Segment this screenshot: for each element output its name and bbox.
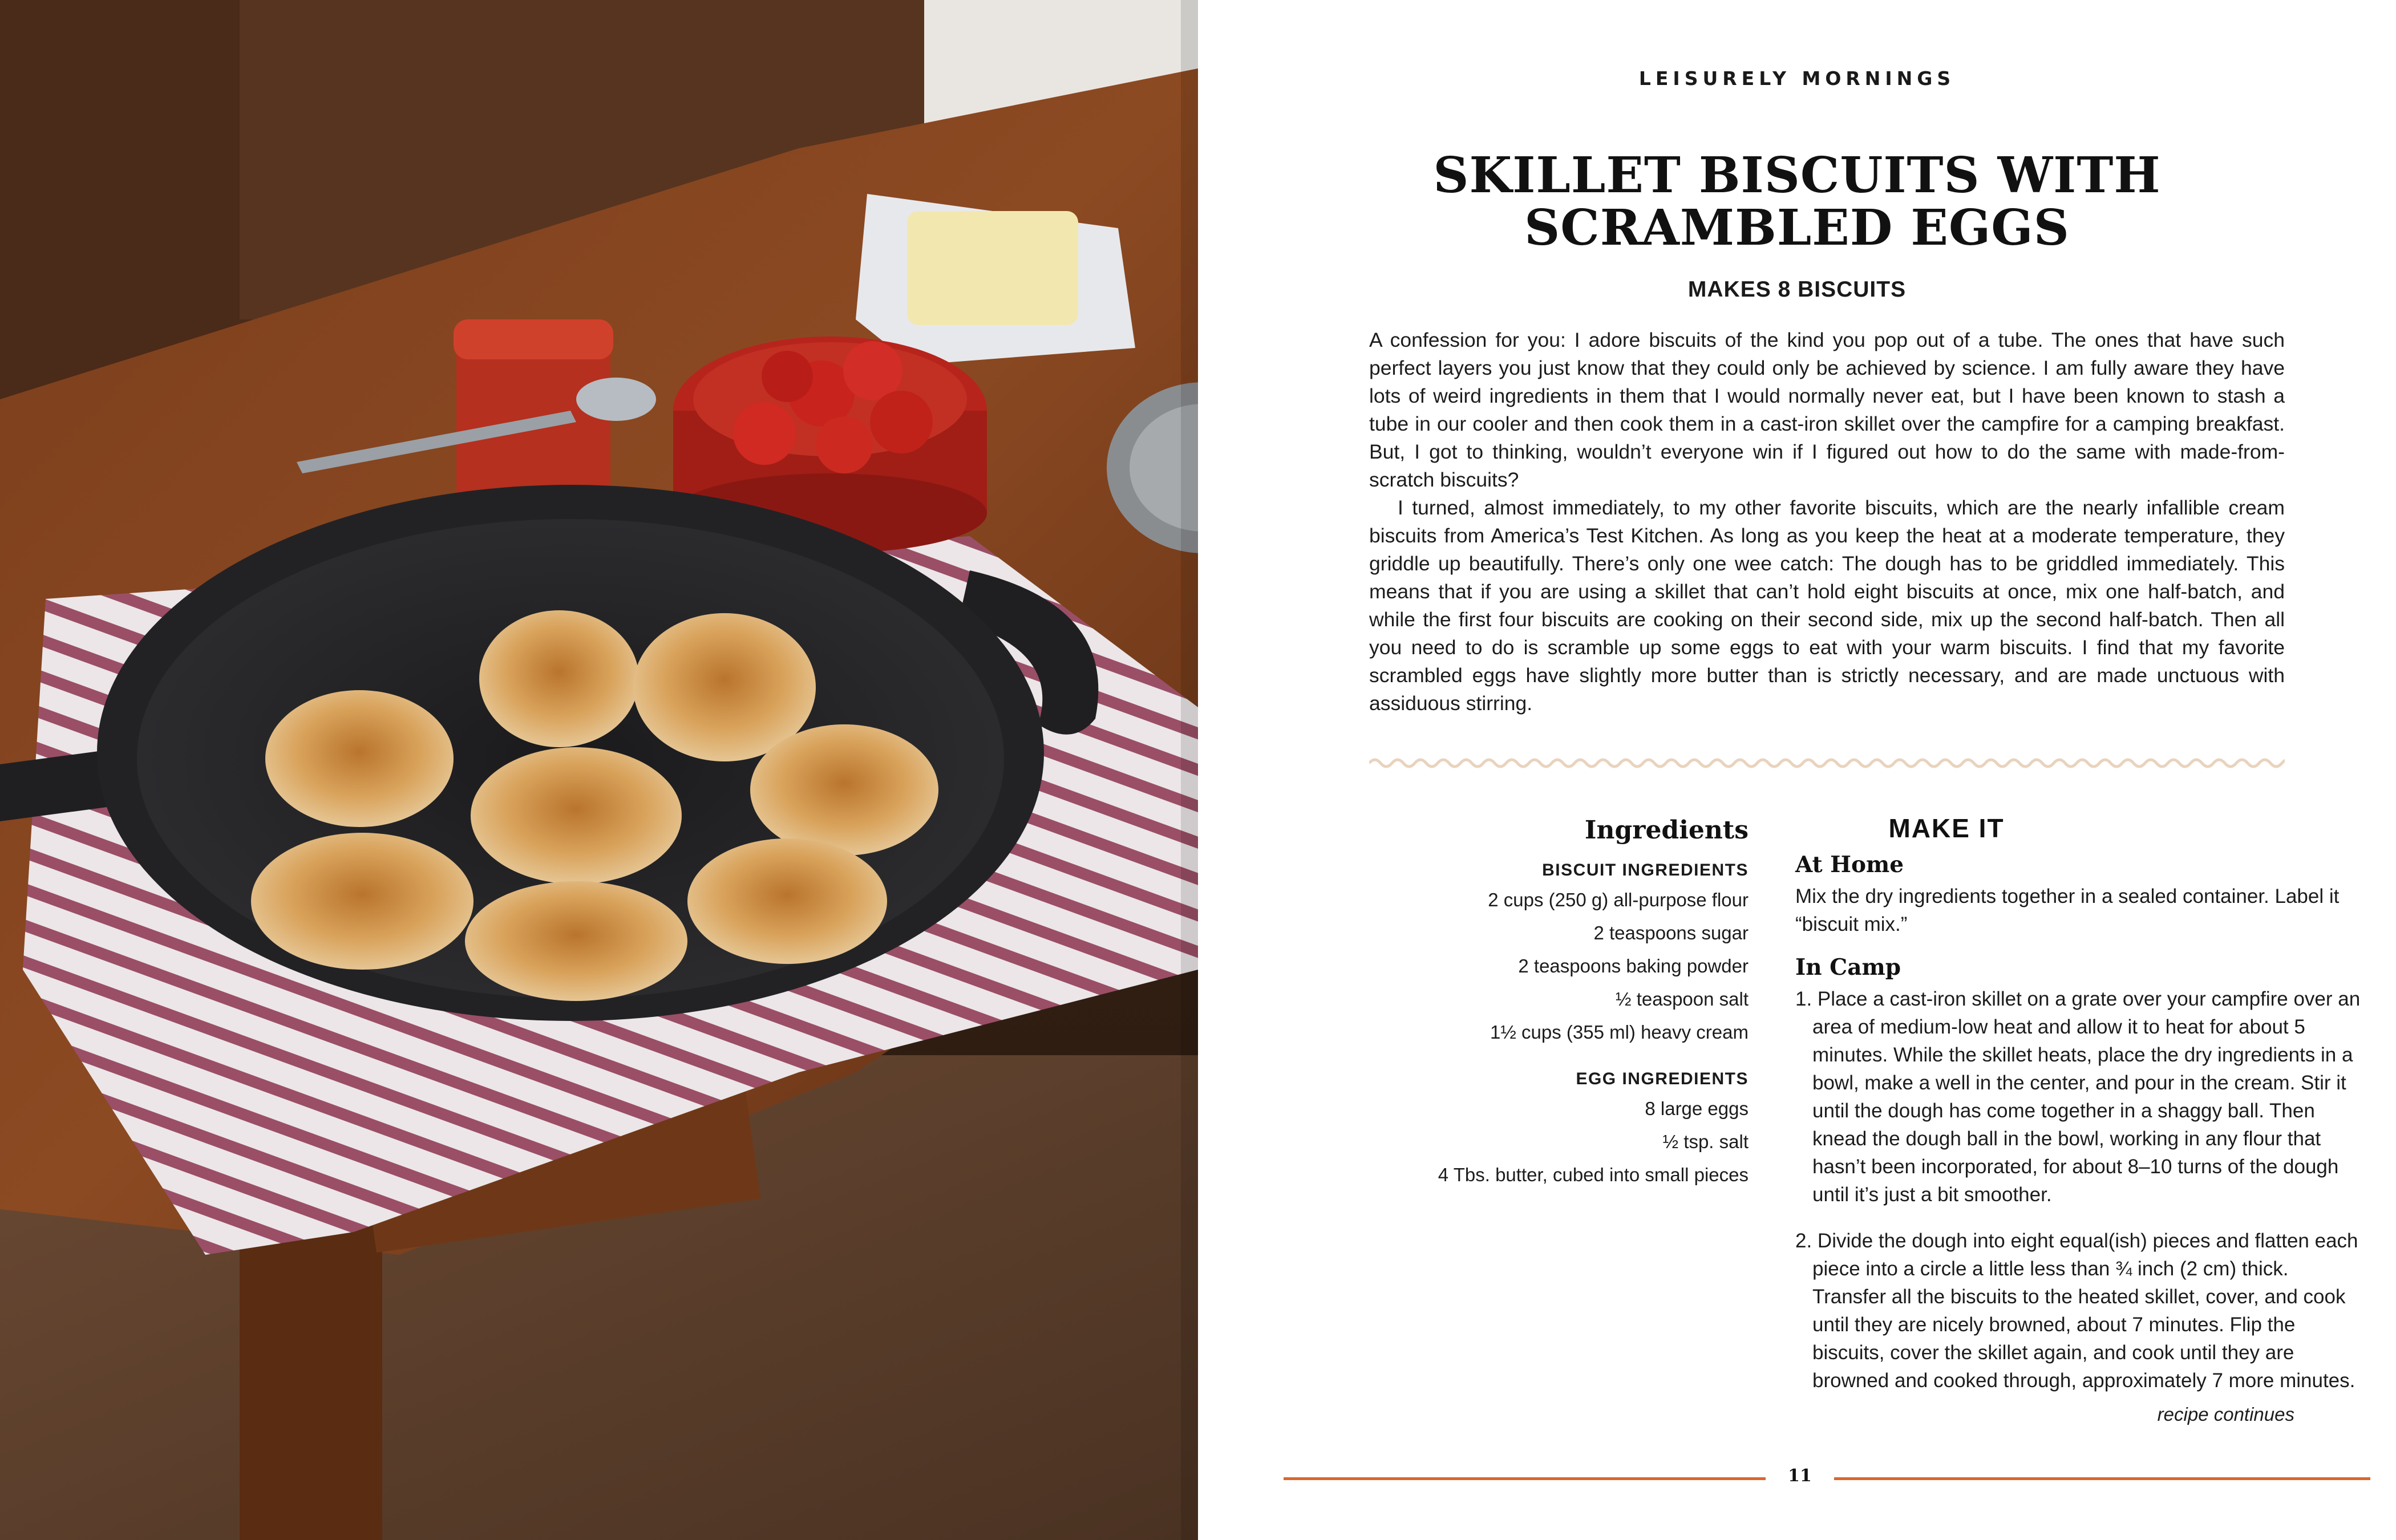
ingredient-item: ½ tsp. salt	[1662, 1131, 1749, 1152]
recipe-page	[1198, 0, 2396, 1540]
title-line-1: SKILLET BISCUITS WITH	[1433, 147, 2161, 204]
footer-rule-right	[1834, 1477, 2370, 1480]
intro-text	[1369, 326, 2285, 718]
recipe-yield: MAKES 8 BISCUITS	[1687, 277, 1907, 302]
method-step: 1. Place a cast-iron skillet on a grate over your campfire over an area of medium-low heat and allow it to heat for about 5 minutes. While the skillet heats, place the dry ingredients in a bowl, make a well in the center, and pour in the cream. Stir it until the dough has come together in a shaggy ball. Then knead the dough ball in the bowl, working in any flour that hasn’t been incorporated, for about 8–10 turns of the dough until it’s just a bit smoother.	[1795, 988, 2361, 1206]
ingredient-item: 4 Tbs. butter, cubed into small pieces	[1438, 1164, 1749, 1185]
method-column	[1795, 813, 2361, 1413]
title-line-2: SCRAMBLED EGGS	[1524, 199, 2070, 257]
wave-divider	[1369, 752, 2285, 775]
in-camp-heading: In Camp	[1795, 954, 1901, 980]
ingredient-item: 2 teaspoons sugar	[1593, 922, 1749, 943]
at-home-text: Mix the dry ingredients together in a sealed container. Label it “biscuit mix.”	[1795, 885, 2340, 935]
biscuit-ingredients-list	[1312, 884, 1749, 1049]
ingredients-heading: Ingredients	[1584, 816, 1749, 845]
footer-rule-left	[1284, 1477, 1766, 1480]
ingredient-item: 1½ cups (355 ml) heavy cream	[1490, 1022, 1749, 1043]
recipe-title	[1198, 147, 2396, 257]
egg-ingredients-list	[1312, 1092, 1749, 1192]
at-home-heading: At Home	[1795, 852, 1904, 878]
method-steps	[1795, 985, 2366, 1395]
page-number: 11	[1788, 1466, 1812, 1486]
method-step: 2. Divide the dough into eight equal(ish) pieces and flatten each piece into a circle a little less than ¾ inch (2 cm) thick. Transfer all the biscuits to the heated skillet, cover, and cook until they are nicely browned, about 7 minutes. Flip the biscuits, cover the skillet again, and cook until they are browned and cooked through, approximately 7 more minutes.	[1795, 1230, 2358, 1392]
ingredient-item: ½ teaspoon salt	[1616, 988, 1749, 1010]
intro-paragraph-1: A confession for you: I adore biscuits of the kind you pop out of a tube. The ones that have such perfect layers you just know that they could only be achieved by science. I am fully aware they have lots of weird ingredients in them that I would normally never eat, but I have been known to stash a tube in our cooler and then cook them in a cast-iron skillet over the campfire for a camping breakfast. But, I got to thinking, wouldn’t everyone win if I figured out how to do the same with made-from-scratch biscuits?	[1369, 329, 2285, 491]
running-head: LEISURELY MORNINGS	[1638, 67, 1956, 90]
biscuit-ingredients-heading: BISCUIT INGREDIENTS	[1542, 861, 1749, 880]
ingredient-item: 8 large eggs	[1645, 1098, 1749, 1119]
ingredient-item: 2 teaspoons baking powder	[1518, 955, 1749, 976]
egg-ingredients-heading: EGG INGREDIENTS	[1576, 1069, 1749, 1088]
ingredient-item: 2 cups (250 g) all-purpose flour	[1488, 889, 1749, 910]
intro-paragraph-2: I turned, almost immediately, to my other favorite biscuits, which are the nearly infallible cream biscuits from America’s Test Kitchen. As long as you keep the heat at a moderate temperature, they griddle up beautifully. There’s only one wee catch: The dough has to be griddled immediately. This means that if you are using a skillet that can’t hold eight biscuits at once, mix one half-batch, and while the first four biscuits are cooking on their second side, mix up the second half-batch. Then all you need to do is scramble up some eggs to eat with your warm biscuits. I find that my favorite scrambled eggs have slightly more butter than is strictly necessary, and are made unctuous with assiduous stirring.	[1369, 496, 2285, 715]
ingredients-column	[1312, 816, 1749, 1192]
recipe-continues-note: recipe continues	[2157, 1404, 2294, 1425]
make-it-heading: MAKE IT	[1888, 813, 2005, 843]
